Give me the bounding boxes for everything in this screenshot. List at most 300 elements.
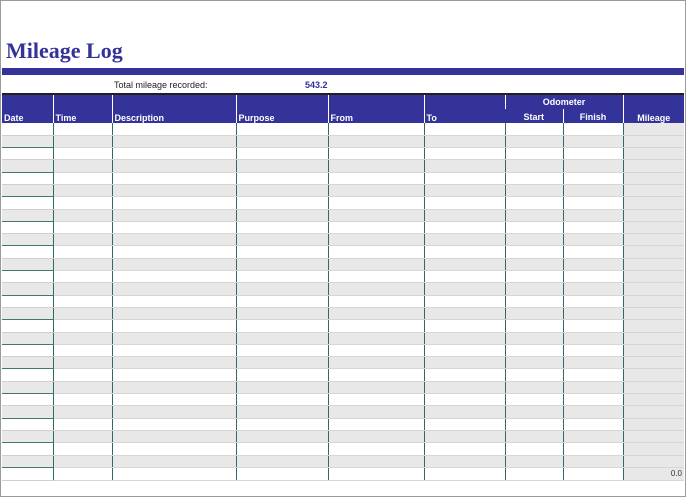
table-row: [2, 406, 684, 418]
table-cell[interactable]: [112, 467, 236, 480]
table-cell[interactable]: [236, 172, 328, 184]
table-cell[interactable]: [53, 344, 112, 356]
table-cell[interactable]: [328, 123, 424, 135]
table-cell[interactable]: [328, 184, 424, 196]
table-cell[interactable]: [623, 307, 684, 319]
table-cell[interactable]: [53, 246, 112, 258]
table-cell[interactable]: [623, 135, 684, 147]
table-cell[interactable]: [236, 209, 328, 221]
table-cell[interactable]: [424, 135, 505, 147]
table-cell[interactable]: [236, 467, 328, 480]
table-cell[interactable]: [424, 246, 505, 258]
table-cell[interactable]: [424, 332, 505, 344]
table-cell[interactable]: [53, 406, 112, 418]
table-cell[interactable]: [112, 369, 236, 381]
table-cell[interactable]: [424, 430, 505, 442]
table-cell[interactable]: [328, 234, 424, 246]
table-cell[interactable]: [2, 406, 53, 418]
table-cell[interactable]: [424, 394, 505, 406]
table-cell[interactable]: [236, 271, 328, 283]
table-cell[interactable]: [505, 135, 563, 147]
table-row: [2, 135, 684, 147]
table-row: [2, 295, 684, 307]
table-cell[interactable]: [505, 381, 563, 393]
table-cell[interactable]: [112, 246, 236, 258]
table-cell[interactable]: [505, 271, 563, 283]
table-row: [2, 430, 684, 442]
table-cell[interactable]: [424, 271, 505, 283]
table-cell[interactable]: [112, 234, 236, 246]
table-cell[interactable]: [53, 467, 112, 480]
table-cell[interactable]: [563, 394, 623, 406]
table-cell[interactable]: [112, 307, 236, 319]
table-cell[interactable]: [236, 258, 328, 270]
table-cell[interactable]: [2, 418, 53, 430]
table-cell[interactable]: [53, 172, 112, 184]
table-cell[interactable]: [236, 295, 328, 307]
table-cell[interactable]: [505, 184, 563, 196]
table-cell[interactable]: [2, 467, 53, 480]
table-cell[interactable]: [563, 246, 623, 258]
col-finish-header[interactable]: Finish: [563, 109, 623, 123]
table-cell[interactable]: [328, 197, 424, 209]
table-cell[interactable]: [505, 307, 563, 319]
table-cell[interactable]: [236, 135, 328, 147]
table-cell[interactable]: [623, 332, 684, 344]
table-cell[interactable]: [53, 307, 112, 319]
table-cell[interactable]: [623, 455, 684, 467]
table-cell[interactable]: [2, 172, 53, 184]
table-cell[interactable]: [563, 369, 623, 381]
table-cell[interactable]: [623, 320, 684, 332]
table-row: [2, 221, 684, 233]
table-cell[interactable]: [623, 197, 684, 209]
table-row: [2, 307, 684, 319]
table-cell[interactable]: [53, 357, 112, 369]
table-cell[interactable]: [623, 369, 684, 381]
table-row: [2, 394, 684, 406]
table-cell[interactable]: [53, 455, 112, 467]
table-cell[interactable]: [505, 332, 563, 344]
table-cell[interactable]: [505, 369, 563, 381]
table-row: [2, 160, 684, 172]
table-cell[interactable]: [112, 295, 236, 307]
table-cell[interactable]: [623, 283, 684, 295]
table-cell[interactable]: [505, 406, 563, 418]
table-cell[interactable]: [112, 135, 236, 147]
table-cell[interactable]: [424, 283, 505, 295]
table-row: [2, 344, 684, 356]
table-cell[interactable]: [563, 234, 623, 246]
table-cell[interactable]: [563, 344, 623, 356]
table-cell[interactable]: [563, 443, 623, 455]
table-cell[interactable]: [328, 443, 424, 455]
table-cell[interactable]: [236, 406, 328, 418]
table-cell[interactable]: [424, 148, 505, 160]
table-cell[interactable]: [2, 283, 53, 295]
table-cell[interactable]: [505, 295, 563, 307]
table-cell[interactable]: [424, 381, 505, 393]
table-cell[interactable]: [2, 197, 53, 209]
title-divider: [2, 68, 684, 75]
table-cell[interactable]: [424, 320, 505, 332]
table-cell[interactable]: [328, 271, 424, 283]
table-cell[interactable]: [2, 455, 53, 467]
table-cell[interactable]: [563, 160, 623, 172]
mileage-table: [2, 95, 684, 481]
col-time-header[interactable]: Time: [53, 95, 112, 123]
table-cell[interactable]: [328, 455, 424, 467]
table-cell[interactable]: [563, 283, 623, 295]
table-cell[interactable]: [53, 394, 112, 406]
table-cell[interactable]: [236, 430, 328, 442]
table-cell[interactable]: [623, 443, 684, 455]
table-cell[interactable]: [623, 209, 684, 221]
table-cell[interactable]: [53, 184, 112, 196]
page-title: Mileage Log: [6, 38, 123, 63]
table-row: [2, 184, 684, 196]
table-cell[interactable]: [112, 320, 236, 332]
table-cell[interactable]: [424, 197, 505, 209]
table-cell[interactable]: [236, 184, 328, 196]
table-cell[interactable]: [112, 394, 236, 406]
table-cell[interactable]: [424, 418, 505, 430]
odometer-group-header[interactable]: Odometer: [505, 95, 623, 109]
table-cell[interactable]: [505, 209, 563, 221]
total-mileage-value: 543.2: [305, 80, 328, 90]
table-cell[interactable]: [53, 443, 112, 455]
table-cell[interactable]: [505, 430, 563, 442]
table-cell[interactable]: [505, 344, 563, 356]
table-cell[interactable]: [505, 443, 563, 455]
table-cell[interactable]: [505, 258, 563, 270]
table-cell[interactable]: [563, 184, 623, 196]
table-cell[interactable]: [2, 307, 53, 319]
table-cell[interactable]: [112, 172, 236, 184]
last-mileage-cell[interactable]: 0.0: [623, 467, 684, 480]
table-cell[interactable]: [2, 332, 53, 344]
table-cell[interactable]: [53, 160, 112, 172]
table-cell[interactable]: [2, 160, 53, 172]
table-cell[interactable]: [112, 381, 236, 393]
table-row: [2, 148, 684, 160]
table-cell[interactable]: [563, 357, 623, 369]
table-cell[interactable]: [563, 455, 623, 467]
table-cell[interactable]: [236, 221, 328, 233]
col-mileage-header[interactable]: Mileage: [623, 95, 684, 123]
table-cell[interactable]: [236, 148, 328, 160]
table-cell[interactable]: [236, 381, 328, 393]
table-cell[interactable]: [2, 123, 53, 135]
col-date-header[interactable]: Date: [2, 95, 53, 123]
table-cell[interactable]: [112, 332, 236, 344]
table-row: [2, 123, 684, 135]
table-cell[interactable]: [505, 172, 563, 184]
table-cell[interactable]: [236, 197, 328, 209]
table-cell[interactable]: [424, 406, 505, 418]
table-cell[interactable]: [505, 418, 563, 430]
table-cell[interactable]: [623, 123, 684, 135]
col-from-header[interactable]: From: [328, 95, 424, 123]
table-cell[interactable]: [424, 369, 505, 381]
table-cell[interactable]: [53, 234, 112, 246]
table-cell[interactable]: [623, 394, 684, 406]
table-cell[interactable]: [563, 197, 623, 209]
table-cell[interactable]: [563, 332, 623, 344]
table-cell[interactable]: [505, 467, 563, 480]
table-cell[interactable]: [563, 430, 623, 442]
table-cell[interactable]: [563, 172, 623, 184]
table-cell[interactable]: [328, 221, 424, 233]
table-row: [2, 467, 684, 480]
table-cell[interactable]: [623, 234, 684, 246]
table-cell[interactable]: [112, 258, 236, 270]
table-cell[interactable]: [2, 344, 53, 356]
table-row: [2, 209, 684, 221]
table-row: [2, 332, 684, 344]
table-cell[interactable]: [53, 135, 112, 147]
table-cell[interactable]: [563, 295, 623, 307]
col-start-header[interactable]: Start: [505, 109, 563, 123]
table-cell[interactable]: [112, 160, 236, 172]
table-cell[interactable]: [424, 295, 505, 307]
table-cell[interactable]: [112, 197, 236, 209]
table-cell[interactable]: [53, 320, 112, 332]
table-cell[interactable]: [2, 258, 53, 270]
table-cell[interactable]: [563, 135, 623, 147]
table-row: [2, 172, 684, 184]
table-cell[interactable]: [2, 320, 53, 332]
table-cell[interactable]: [2, 234, 53, 246]
table-cell[interactable]: [112, 357, 236, 369]
table-cell[interactable]: [505, 123, 563, 135]
table-cell[interactable]: [53, 148, 112, 160]
table-cell[interactable]: [623, 295, 684, 307]
table-cell[interactable]: [563, 381, 623, 393]
table-cell[interactable]: [328, 430, 424, 442]
table-cell[interactable]: [623, 221, 684, 233]
table-cell[interactable]: [505, 283, 563, 295]
table-cell[interactable]: [53, 430, 112, 442]
table-cell[interactable]: [424, 467, 505, 480]
table-cell[interactable]: [236, 357, 328, 369]
table-cell[interactable]: [112, 418, 236, 430]
table-cell[interactable]: [2, 443, 53, 455]
table-cell[interactable]: [112, 184, 236, 196]
table-cell[interactable]: [236, 307, 328, 319]
table-cell[interactable]: [563, 258, 623, 270]
table-cell[interactable]: [2, 184, 53, 196]
table-row: [2, 271, 684, 283]
table-cell[interactable]: [2, 221, 53, 233]
table-cell[interactable]: [505, 394, 563, 406]
table-cell[interactable]: [2, 148, 53, 160]
table-cell[interactable]: [563, 221, 623, 233]
table-cell[interactable]: [424, 234, 505, 246]
table-cell[interactable]: [236, 320, 328, 332]
table-cell[interactable]: [623, 406, 684, 418]
table-cell[interactable]: [328, 209, 424, 221]
table-cell[interactable]: [563, 418, 623, 430]
table-cell[interactable]: [112, 443, 236, 455]
table-cell[interactable]: [236, 443, 328, 455]
table-row: [2, 381, 684, 393]
table-cell[interactable]: [236, 160, 328, 172]
table-cell[interactable]: [2, 271, 53, 283]
table-row: [2, 455, 684, 467]
table-cell[interactable]: [236, 455, 328, 467]
table-cell[interactable]: [563, 307, 623, 319]
table-cell[interactable]: [236, 246, 328, 258]
table-cell[interactable]: [112, 455, 236, 467]
table-cell[interactable]: [236, 283, 328, 295]
table-cell[interactable]: [623, 246, 684, 258]
table-cell[interactable]: [623, 184, 684, 196]
table-body: [2, 123, 684, 480]
table-cell[interactable]: [424, 307, 505, 319]
table-cell[interactable]: [328, 467, 424, 480]
table-cell[interactable]: [328, 172, 424, 184]
table-cell[interactable]: [424, 160, 505, 172]
table-cell[interactable]: [505, 455, 563, 467]
table-cell[interactable]: [424, 443, 505, 455]
table-cell[interactable]: [236, 418, 328, 430]
table-cell[interactable]: [2, 394, 53, 406]
table-cell[interactable]: [623, 172, 684, 184]
table-cell[interactable]: [563, 148, 623, 160]
table-cell[interactable]: [505, 246, 563, 258]
table-cell[interactable]: [2, 246, 53, 258]
table-cell[interactable]: [424, 184, 505, 196]
table-row: [2, 320, 684, 332]
table-cell[interactable]: [112, 406, 236, 418]
table-cell[interactable]: [424, 209, 505, 221]
table-cell[interactable]: [563, 406, 623, 418]
table-cell[interactable]: [424, 258, 505, 270]
table-cell[interactable]: [505, 221, 563, 233]
table-cell[interactable]: [2, 430, 53, 442]
table-cell[interactable]: [53, 197, 112, 209]
table-cell[interactable]: [112, 209, 236, 221]
table-cell[interactable]: [328, 320, 424, 332]
table-cell[interactable]: [2, 135, 53, 147]
col-to-header[interactable]: To: [424, 95, 505, 123]
table-cell[interactable]: [563, 123, 623, 135]
table-cell[interactable]: [2, 209, 53, 221]
table-cell[interactable]: [505, 357, 563, 369]
table-cell[interactable]: [328, 135, 424, 147]
table-cell[interactable]: [424, 344, 505, 356]
table-row: [2, 258, 684, 270]
table-cell[interactable]: [328, 344, 424, 356]
table-cell[interactable]: [328, 394, 424, 406]
table-cell[interactable]: [328, 381, 424, 393]
table-cell[interactable]: [53, 295, 112, 307]
col-purpose-header[interactable]: Purpose: [236, 95, 328, 123]
table-cell[interactable]: [623, 381, 684, 393]
table-cell[interactable]: [328, 406, 424, 418]
table-cell[interactable]: [505, 148, 563, 160]
table-cell[interactable]: [563, 271, 623, 283]
table-cell[interactable]: [53, 283, 112, 295]
table-cell[interactable]: [112, 430, 236, 442]
table-cell[interactable]: [236, 332, 328, 344]
col-description-header[interactable]: Description: [112, 95, 236, 123]
table-cell[interactable]: [328, 148, 424, 160]
table-cell[interactable]: [328, 160, 424, 172]
table-cell[interactable]: [505, 197, 563, 209]
table-cell[interactable]: [236, 123, 328, 135]
table-cell[interactable]: [328, 418, 424, 430]
table-cell[interactable]: [424, 123, 505, 135]
table-cell[interactable]: [328, 246, 424, 258]
total-mileage-label: Total mileage recorded:: [114, 80, 208, 90]
table-cell[interactable]: [424, 221, 505, 233]
table-cell[interactable]: [623, 271, 684, 283]
table-cell[interactable]: [112, 271, 236, 283]
table-cell[interactable]: [623, 258, 684, 270]
table-cell[interactable]: [563, 209, 623, 221]
table-cell[interactable]: [236, 234, 328, 246]
table-cell[interactable]: [328, 307, 424, 319]
table-cell[interactable]: [505, 234, 563, 246]
table-cell[interactable]: [236, 344, 328, 356]
table-cell[interactable]: [623, 418, 684, 430]
table-cell[interactable]: [328, 357, 424, 369]
table-cell[interactable]: [328, 283, 424, 295]
table-cell[interactable]: [623, 160, 684, 172]
table-cell[interactable]: [505, 160, 563, 172]
table-cell[interactable]: [563, 467, 623, 480]
table-row: [2, 418, 684, 430]
table-cell[interactable]: [424, 172, 505, 184]
table-cell[interactable]: [53, 332, 112, 344]
table-cell[interactable]: [53, 271, 112, 283]
table-cell[interactable]: [112, 221, 236, 233]
table-cell[interactable]: [53, 209, 112, 221]
table-cell[interactable]: [53, 258, 112, 270]
table-cell[interactable]: [53, 418, 112, 430]
table-cell[interactable]: [563, 320, 623, 332]
table-cell[interactable]: [236, 394, 328, 406]
table-cell[interactable]: [53, 381, 112, 393]
table-cell[interactable]: [328, 332, 424, 344]
table-cell[interactable]: [623, 430, 684, 442]
table-cell[interactable]: [112, 344, 236, 356]
table-cell[interactable]: [328, 295, 424, 307]
table-cell[interactable]: [328, 258, 424, 270]
table-cell[interactable]: [53, 221, 112, 233]
table-cell[interactable]: [2, 357, 53, 369]
table-cell[interactable]: [53, 369, 112, 381]
table-cell[interactable]: [623, 148, 684, 160]
table-cell[interactable]: [236, 369, 328, 381]
table-cell[interactable]: [2, 369, 53, 381]
table-cell[interactable]: [623, 344, 684, 356]
table-cell[interactable]: [2, 381, 53, 393]
table-cell[interactable]: [112, 123, 236, 135]
table-cell[interactable]: [2, 295, 53, 307]
table-cell[interactable]: [505, 320, 563, 332]
table-cell[interactable]: [53, 123, 112, 135]
table-cell[interactable]: [623, 357, 684, 369]
table-cell[interactable]: [424, 455, 505, 467]
table-row: [2, 246, 684, 258]
table-cell[interactable]: [112, 148, 236, 160]
table-cell[interactable]: [424, 357, 505, 369]
table-cell[interactable]: [112, 283, 236, 295]
table-cell[interactable]: [328, 369, 424, 381]
